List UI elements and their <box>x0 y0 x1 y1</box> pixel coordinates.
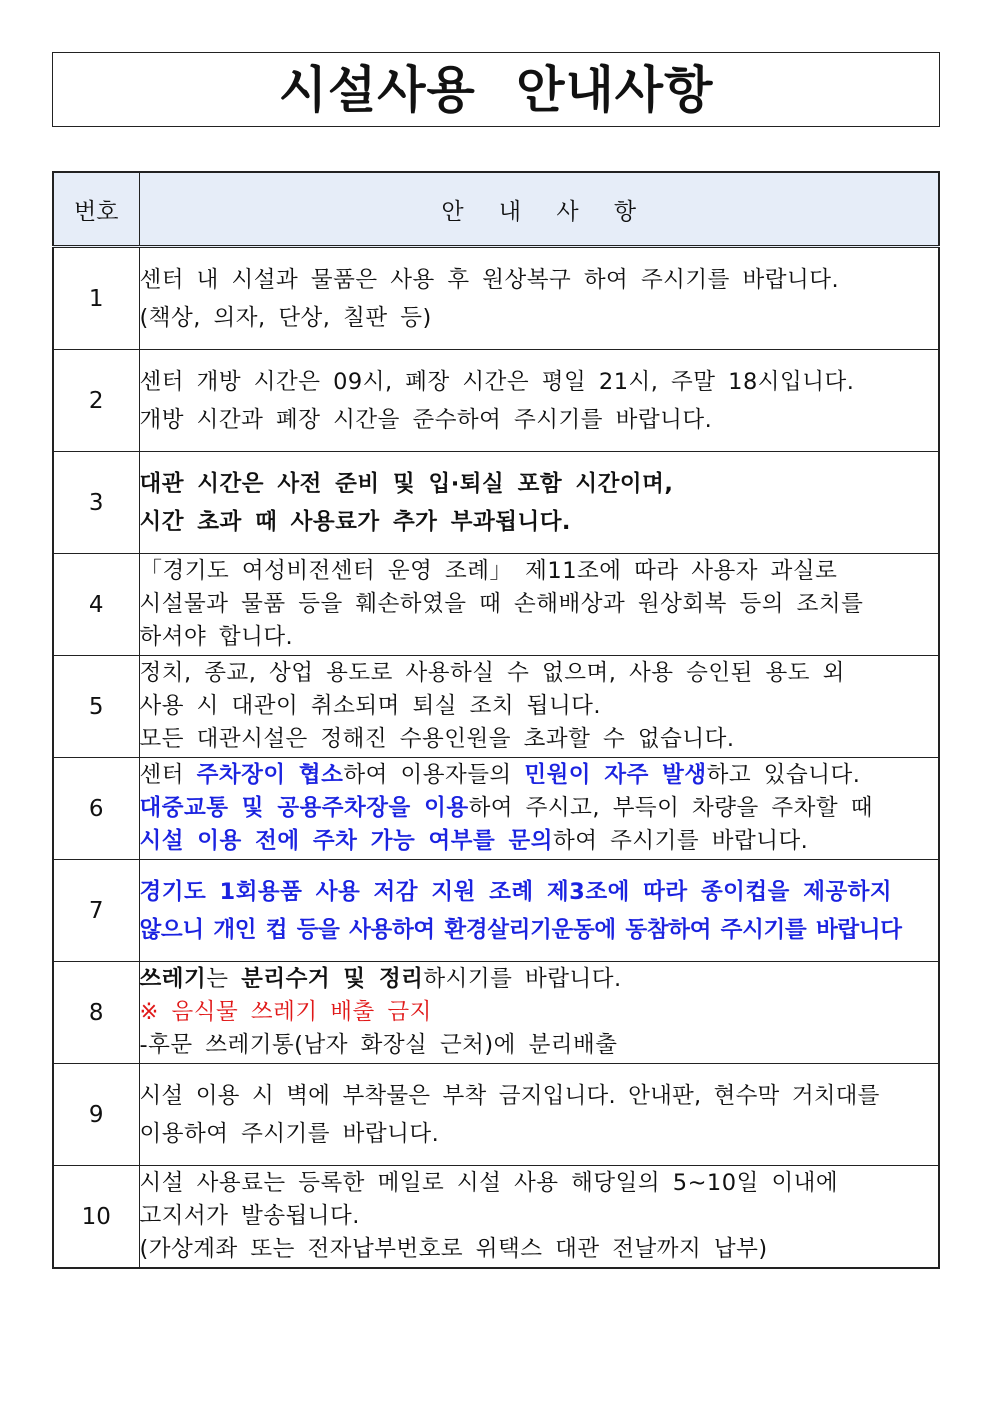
guide-table <box>52 171 940 1269</box>
row-line: -후문 쓰레기통(남자 화장실 근처)에 분리배출 <box>139 1032 618 1058</box>
row-line: 대관 시간은 사전 준비 및 입·퇴실 포함 시간이며, <box>139 470 674 497</box>
row-line: 정치, 종교, 상업 용도로 사용하실 수 없으며, 사용 승인된 용도 외 <box>139 660 845 686</box>
row-line: 경기도 1회용품 사용 저감 지원 조례 제3조에 따라 종이컵을 제공하지 <box>139 878 893 905</box>
row-number: 2 <box>53 350 139 452</box>
header-content-label: 안 내 사 항 <box>441 198 651 225</box>
emphasis-parking-inquiry: 시설 이용 전에 주차 가능 여부를 문의 <box>139 828 554 854</box>
row-line <box>140 792 939 825</box>
warning-food-waste: ※ 음식물 쓰레기 배출 금지 <box>139 999 432 1025</box>
row-line: 사용 시 대관이 취소되며 퇴실 조치 됩니다. <box>139 693 602 719</box>
row-line: 「경기도 여성비전센터 운영 조례」 제11조에 따라 사용자 과실로 <box>139 558 838 584</box>
row-content <box>139 247 939 350</box>
text-segment: 하고 있습니다. <box>706 762 861 788</box>
text-segment: 센터 <box>139 762 197 788</box>
emphasis-recycling: 분리수거 및 정리 <box>241 966 424 992</box>
row-content <box>139 1064 939 1166</box>
table-row <box>53 860 939 962</box>
row-line <box>140 825 939 858</box>
row-content <box>139 350 939 452</box>
text-segment: 하여 이용자들의 <box>343 762 525 788</box>
row-content <box>139 860 939 962</box>
table-row <box>53 1064 939 1166</box>
row-line: 시설 이용 시 벽에 부착물은 부착 금지입니다. 안내판, 현수막 거치대를 <box>139 1082 880 1109</box>
row-number: 5 <box>53 656 139 758</box>
row-line: 이용하여 주시기를 바랍니다. <box>139 1120 440 1147</box>
table-row <box>53 247 939 350</box>
row-content <box>139 1166 939 1269</box>
page-title: 시설사용 안내사항 <box>278 60 714 119</box>
row-line <box>140 759 939 792</box>
row-content <box>139 554 939 656</box>
table-row <box>53 452 939 554</box>
emphasis-public-transport: 대중교통 및 공용주차장을 이용 <box>139 795 469 821</box>
row-line: 않으니 개인 컵 등을 사용하여 환경살리기운동에 동참하여 주시기를 바랍니다 <box>139 916 902 943</box>
row-line <box>140 963 939 996</box>
row-content <box>139 656 939 758</box>
header-content <box>139 172 939 247</box>
text-segment: 하여 주시기를 바랍니다. <box>553 828 809 854</box>
row-content <box>139 758 939 860</box>
emphasis-complaints: 민원이 자주 발생 <box>524 762 707 788</box>
title-box <box>52 52 940 127</box>
row-line: 시설물과 물품 등을 훼손하였을 때 손해배상과 원상회복 등의 조치를 <box>139 591 864 617</box>
text-segment: 하여 주시고, 부득이 차량을 주차할 때 <box>468 795 874 821</box>
row-content <box>139 452 939 554</box>
row-number: 9 <box>53 1064 139 1166</box>
row-number: 3 <box>53 452 139 554</box>
row-number: 10 <box>53 1166 139 1269</box>
header-number: 번호 <box>53 172 139 247</box>
row-content <box>139 962 939 1064</box>
row-line: 개방 시간과 폐장 시간을 준수하여 주시기를 바랍니다. <box>139 406 713 433</box>
table-row <box>53 1166 939 1269</box>
emphasis-trash: 쓰레기 <box>139 966 207 992</box>
emphasis-parking-narrow: 주차장이 협소 <box>196 762 344 788</box>
row-line: 고지서가 발송됩니다. <box>139 1203 360 1229</box>
text-segment: 는 <box>206 966 242 992</box>
row-line: 하셔야 합니다. <box>139 624 294 650</box>
row-line: 시설 사용료는 등록한 메일로 시설 사용 해당일의 5~10일 이내에 <box>139 1170 839 1196</box>
row-number: 6 <box>53 758 139 860</box>
row-number: 1 <box>53 247 139 350</box>
row-line: (가상계좌 또는 전자납부번호로 위택스 대관 전날까지 납부) <box>139 1236 768 1262</box>
table-header-row <box>53 172 939 247</box>
table-row <box>53 554 939 656</box>
row-number: 8 <box>53 962 139 1064</box>
row-line: 센터 내 시설과 물품은 사용 후 원상복구 하여 주시기를 바랍니다. <box>139 266 840 293</box>
text-segment: 하시기를 바랍니다. <box>423 966 622 992</box>
row-line: 시간 초과 때 사용료가 추가 부과됩니다. <box>139 508 571 535</box>
row-line: 모든 대관시설은 정해진 수용인원을 초과할 수 없습니다. <box>139 726 735 752</box>
table-row <box>53 962 939 1064</box>
row-number: 7 <box>53 860 139 962</box>
row-number: 4 <box>53 554 139 656</box>
row-line: (책상, 의자, 단상, 칠판 등) <box>139 304 432 331</box>
table-row <box>53 758 939 860</box>
table-row <box>53 656 939 758</box>
row-line: 센터 개방 시간은 09시, 폐장 시간은 평일 21시, 주말 18시입니다. <box>139 368 855 395</box>
table-row <box>53 350 939 452</box>
